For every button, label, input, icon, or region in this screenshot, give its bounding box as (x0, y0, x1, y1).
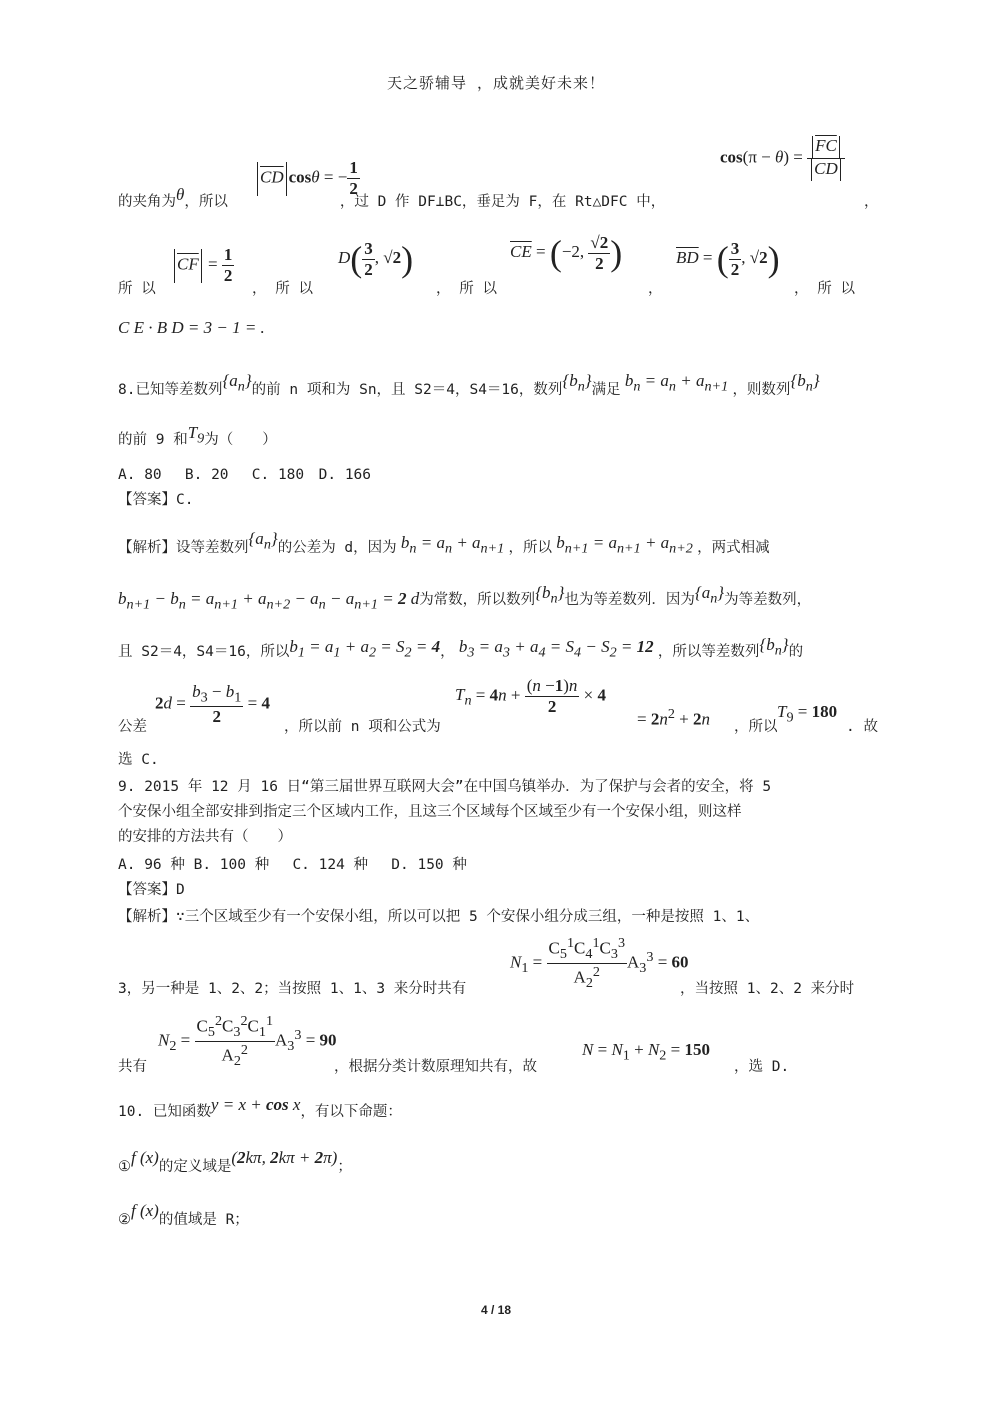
q8-explain-4: 公差 ，所以前 n 项和公式为 ，所以 . 故 (118, 719, 878, 735)
formula-n1: $N_1$ = $\frac{C_5^1C_4^1C_3^3}{A_2^2}$ $A_3^3 = 60$ (510, 935, 689, 992)
formula-cf: $\overline{CF}$ = $\frac{1}{2}$ (172, 245, 234, 286)
q9-stem-2: 个安保小组全部安排到指定三个区域内工作，且这三个区域每个区域至少有一个安保小组，则这样 (118, 804, 742, 820)
q10-stem: 10. 已知函数y = x + cos x，有以下命题： (118, 1095, 402, 1120)
q9-explain-1: 【解析】∵三个区域至少有一个安保小组，所以可以把 5 个安保小组分成三组，一种是按照 1、1、 (118, 909, 760, 925)
formula-sum-result: = $2n^2 + 2n$ (637, 706, 711, 729)
q8-stem-1: 8.已知等差数列$\{a_n\}$的前 n 项和为 Sn，且 S2＝4，S4＝16，数列$\{b_n\}$满足 $b_n = a_n + a_{n+1}$ ，则数列$\{b_n\}$ (118, 371, 820, 398)
formula-n2: $N_2$ = $\frac{C_5^2C_3^2C_1^1}{A_2^2}$ $A_3^3 = 90$ (158, 1013, 337, 1070)
formula-sum-tn: $T_n = 4n$ + $\frac{(n -1)n}{2}$ × 4 (455, 676, 607, 716)
formula-t9: $T_9 = 180$ (777, 702, 838, 726)
page-number: 4 / 18 (480, 1303, 512, 1317)
q9-stem-1: 9. 2015 年 12 月 16 日“第三届世界互联网大会”在中国乌镇举办．为了保护与会者的安全，将 5 (118, 779, 772, 795)
formula-common-difference: 2d = $\frac{b_3 - b_1}{2}$ = 4 (155, 682, 270, 727)
q8-options: A. 80 B. 20 C. 180 D. 166 (118, 467, 372, 483)
p7-line-1: 的夹角为θ，所以 ，过 D 作 DF⊥BC，垂足为 F，在 Rt△DFC 中， ， (118, 185, 879, 210)
formula-n-total: $N = N_1 + N_2 = 150$ (582, 1040, 710, 1064)
formula-vector-bd: $\overline{BD}$ = ( $\frac{3}{2}$ , √2) (676, 238, 780, 279)
q8-stem-2: 的前 9 和$T_9$为（ ） (118, 423, 277, 448)
q8-explain-1: 【解析】设等差数列$\{a_n\}$的公差为 d，因为 $b_n = a_n + a_{n+1}$ ，所以 $b_{n+1} = a_{n+1} + a_{n+2}$ ，两式相减 (118, 529, 770, 557)
page-header: 天之骄辅导 ，成就美好未来！ (386, 74, 606, 92)
q9-answer: 【答案】D (118, 882, 185, 898)
q10-item-2: ②f (x)的值域是 R； (118, 1201, 249, 1228)
formula-cos-pi-minus-theta: cos(π − θ) = $\frac{\overline{FC}}{\overline{CD}}$ (720, 136, 845, 181)
q8-explain-2: $b_{n+1} - b_n = a_{n+1} + a_{n+2} - a_n - a_{n+1} = 2$ d为常数，所以数列$\{b_n\}$也为等差数列．因为$\{a_n\}$为等差数列， (118, 583, 812, 613)
q9-explain-2: 3，另一种是 1、2、2；当按照 1、1、3 来分时共有 ，当按照 1、2、2 来分时 (118, 981, 855, 997)
q8-explain-3: 且 S2＝4，S4＝16，所以$b_1 = a_1 + a_2 = S_2 = 4$， $b_3 = a_3 + a_4 = S_4 - S_2 = 12$ ，所以等差数列$\{b_n\}$的 (118, 635, 804, 661)
q10-item-1: ①f (x)的定义域是(2kπ, 2kπ + 2π)； (118, 1148, 352, 1175)
q9-stem-3: 的安排的方法共有（ ） (118, 829, 292, 845)
formula-cd-cos: $\overline{CD}$ cosθ = − $\frac{1}{2}$ (255, 158, 360, 199)
q9-explain-3: 共有 ，根据分类计数原理知共有，故 ，选 D. (118, 1059, 790, 1075)
formula-point-d: D( $\frac{3}{2}$ , √2) (338, 238, 414, 279)
q8-explain-5: 选 C. (118, 752, 159, 768)
q9-options: A. 96 种 B. 100 种 C. 124 种 D. 150 种 (118, 857, 467, 873)
q8-answer: 【答案】C. (118, 492, 194, 508)
formula-vector-ce: $\overline{CE} = (-2$, $\frac{√2}{2}$ ) (510, 232, 623, 273)
p7-line-2: 所 以 ， 所 以 ， 所 以 ， ， 所 以 (118, 281, 855, 297)
p7-line-3: C E · B D = 3 − 1 = . (118, 318, 265, 337)
